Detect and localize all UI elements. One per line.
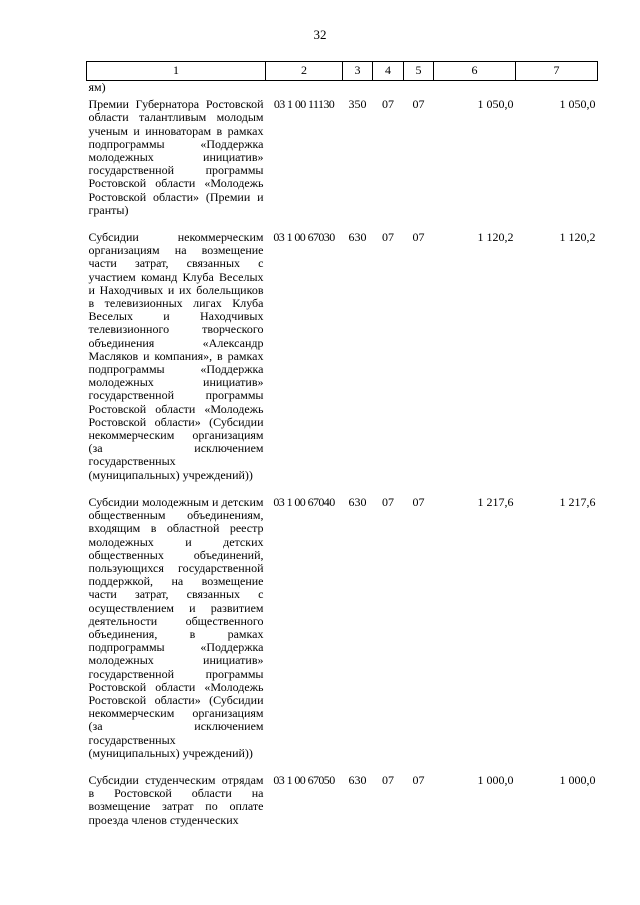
continuation-row <box>87 81 598 95</box>
row-expense-type: 350 <box>348 97 367 112</box>
row-amount-2: 1 217,6 <box>559 494 596 509</box>
table-body <box>87 81 598 835</box>
row-subsection: 07 <box>412 230 425 245</box>
row-amount-2: 1 000,0 <box>559 772 596 787</box>
table-row <box>87 768 598 835</box>
row-section: 07 <box>382 494 394 509</box>
row-section: 07 <box>382 772 394 787</box>
table-row <box>87 490 598 768</box>
row-expense-type: 630 <box>348 494 367 509</box>
row-subsection: 07 <box>412 494 425 509</box>
header-col-2: 2 <box>266 62 343 81</box>
table-row <box>87 225 598 490</box>
row-target-code: 03 1 00 67050 <box>273 772 335 787</box>
row-amount-1: 1 050,0 <box>477 97 514 112</box>
header-col-6: 6 <box>434 62 516 81</box>
header-col-4: 4 <box>373 62 404 81</box>
row-amount-2: 1 050,0 <box>559 97 596 112</box>
row-amount-2: 1 120,2 <box>559 230 596 245</box>
header-col-5: 5 <box>404 62 434 81</box>
budget-table <box>86 61 598 835</box>
row-name: Премии Губернатора Ростовской области талантливым молодым ученым и инноваторам в рамках подпрограммы «Поддержка молодежных инициатив» государственной программы Ростовской области «Молодежь Ростовской области» (Премии и гранты) <box>88 97 264 217</box>
row-target-code: 03 1 00 67030 <box>273 230 335 245</box>
header-col-1: 1 <box>87 62 266 81</box>
table-header <box>87 62 598 81</box>
page-number: 32 <box>313 27 327 42</box>
table-row <box>87 94 598 225</box>
row-name: Субсидии молодежным и детским общественным объединениям, входящим в областной реестр молодежных и детских общественных объединений, пользующихся государственной поддержкой, на возмещение части затрат, связанных с осуществлением и развитием деятельности общественного объединения, в рамках подпрограммы «Поддержка молодежных инициатив» государственной программы Ростовской области «Молодежь Ростовской области» (Субсидии некоммерческим организациям (за исключением государственных (муниципальных) учреждений)) <box>88 494 264 760</box>
row-subsection: 07 <box>412 772 425 787</box>
continuation-text: ям) <box>88 80 106 94</box>
row-amount-1: 1 217,6 <box>477 494 514 509</box>
row-target-code: 03 1 00 11130 <box>273 97 335 112</box>
header-row <box>87 62 598 81</box>
row-amount-1: 1 000,0 <box>477 772 514 787</box>
row-subsection: 07 <box>412 97 425 112</box>
row-expense-type: 630 <box>348 230 367 245</box>
row-name: Субсидии некоммерческим организациям на возмещение части затрат, связанных с участием команд Клуба Веселых и Находчивых и их болельщиков в телевизионных лигах Клуба Веселых и Находчивых телевизионного творческого объединения «Александр Масляков и компания», в рамках подпрограммы «Поддержка молодежных инициатив» государственной программы Ростовской области «Молодежь Ростовской области» (Субсидии некоммерческим организациям (за исключением государственных (муниципальных) учреждений)) <box>88 230 264 482</box>
row-section: 07 <box>382 97 394 112</box>
header-col-7: 7 <box>516 62 598 81</box>
row-amount-1: 1 120,2 <box>477 230 514 245</box>
row-section: 07 <box>382 230 394 245</box>
row-expense-type: 630 <box>348 772 367 787</box>
header-col-3: 3 <box>343 62 373 81</box>
row-target-code: 03 1 00 67040 <box>273 494 335 509</box>
row-name: Субсидии студенческим отрядам в Ростовской области на возмещение затрат по оплате проезда членов студенческих <box>88 772 264 827</box>
